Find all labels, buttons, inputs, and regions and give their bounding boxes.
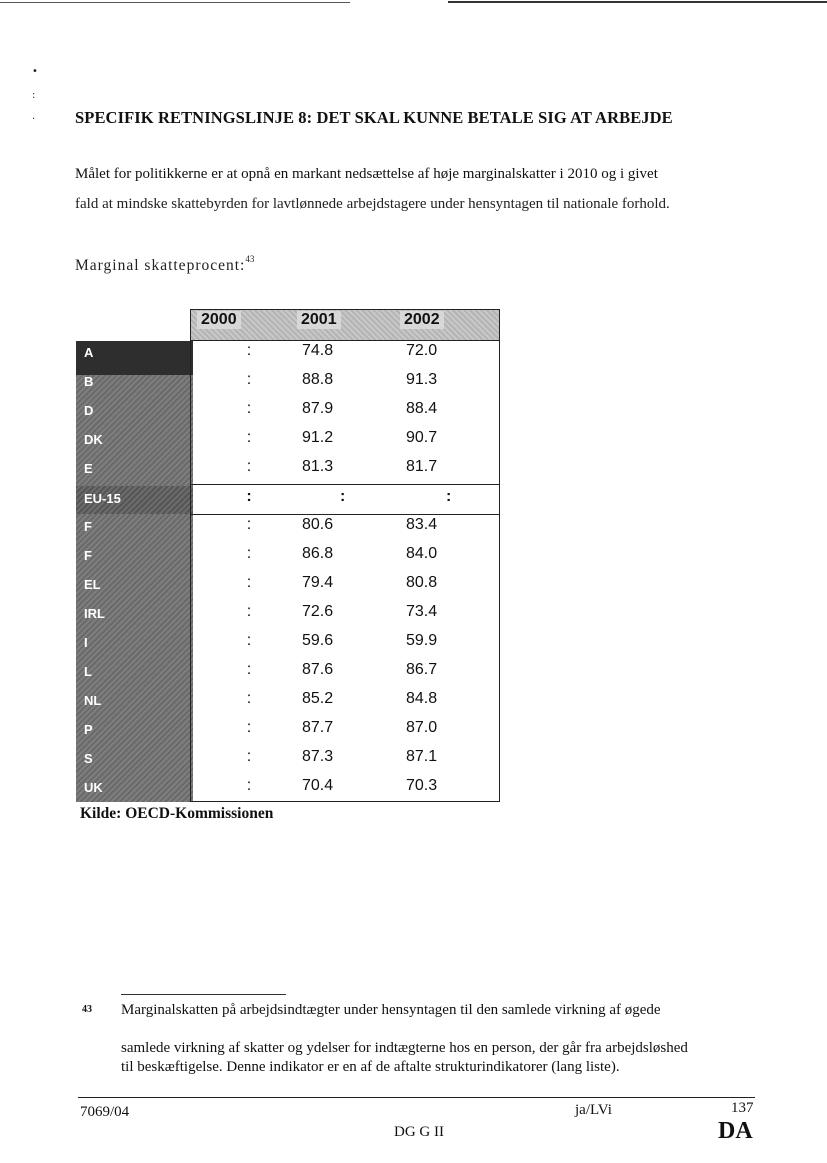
table-cell-2001: 79.4 [302,574,334,591]
table-cell-2002: 84.8 [406,690,438,707]
country-label: DK [84,432,103,447]
footer-divider [78,1097,755,1098]
table-cell-2002: 73.4 [406,603,438,620]
scan-artifact-marks: • : · [32,66,38,125]
footnote-divider [121,994,286,995]
table-cell-2000: : [246,690,252,707]
country-label: D [84,403,94,418]
table-cell-2002: 72.0 [406,342,438,359]
table-cell-2000: : [246,488,252,505]
footnote-text: til beskæftigelse. Denne indikator er en af de aftalte strukturindikatorer (lang liste). [121,1059,620,1075]
table-cell-2001: 70.4 [302,777,334,794]
footnote-reference: 43 [245,254,255,264]
table-cell-2000: : [246,574,252,591]
table-cell-2001: 85.2 [302,690,334,707]
table-cell-2000: : [246,429,252,446]
table-cell-2001: 81.3 [302,458,334,475]
tax-rate-table [190,309,500,802]
country-label: EL [84,577,101,592]
table-source: Kilde: OECD-Kommissionen [80,805,274,822]
table-cell-2002: : [446,488,452,505]
table-caption-text: Marginal skatteprocent: [75,257,246,274]
year-header: 2001 [297,311,341,329]
country-label: L [84,664,92,679]
table-cell-2001: 86.8 [302,545,334,562]
country-label-column [76,341,193,802]
table-cell-2002: 83.4 [406,516,438,533]
directorate: DG G II [394,1124,444,1140]
country-label: NL [84,693,102,708]
table-cell-2000: : [246,371,252,388]
table-cell-2001: 59.6 [302,632,334,649]
table-cell-2002: 87.0 [406,719,438,736]
table-cell-2001: : [340,488,346,505]
table-cell-2000: : [246,342,252,359]
scan-artifact-line [448,1,827,3]
table-cell-2001: 72.6 [302,603,334,620]
table-cell-2002: 91.3 [406,371,438,388]
country-label: E [84,461,93,476]
table-caption [75,254,254,275]
country-label: I [84,635,88,650]
table-cell-2001: 87.6 [302,661,334,678]
table-cell-2000: : [246,748,252,765]
footnote-number: 43 [82,1004,92,1015]
country-label: EU-15 [84,491,121,506]
table-cell-2002: 86.7 [406,661,438,678]
table-cell-2000: : [246,400,252,417]
table-cell-2001: 91.2 [302,429,334,446]
table-cell-2000: : [246,632,252,649]
country-label: IRL [84,606,105,621]
intro-paragraph-line: Målet for politikkerne er at opnå en markant nedsættelse af høje marginalskatter i 2010 og i givet [75,166,658,182]
table-cell-2000: : [246,603,252,620]
scan-artifact-line [0,2,350,3]
footnote-text: samlede virkning af skatter og ydelser for indtægterne hos en person, der går fra arbejdsløshed [121,1040,688,1056]
table-cell-2001: 80.6 [302,516,334,533]
author-reference: ja/LVi [575,1102,612,1118]
table-cell-2000: : [246,777,252,794]
table-cell-2000: : [246,545,252,562]
year-header: 2000 [197,311,241,329]
table-cell-2002: 81.7 [406,458,438,475]
table-cell-2002: 59.9 [406,632,438,649]
table-cell-2002: 90.7 [406,429,438,446]
intro-paragraph-line: fald at mindske skattebyrden for lavtlønnede arbejdstagere under hensyntagen til nationale forhold. [75,196,670,212]
table-cell-2002: 87.1 [406,748,438,765]
country-label: B [84,374,94,389]
table-cell-2000: : [246,516,252,533]
country-label: S [84,751,93,766]
footnote-text: Marginalskatten på arbejdsindtægter under hensyntagen til den samlede virkning af øgede [121,1002,661,1018]
language-code: DA [718,1118,753,1144]
country-label: F [84,548,92,563]
table-cell-2001: 88.8 [302,371,334,388]
table-cell-2000: : [246,719,252,736]
table-cell-2002: 84.0 [406,545,438,562]
table-cell-2001: 87.7 [302,719,334,736]
year-header: 2002 [400,311,444,329]
country-label: P [84,722,93,737]
table-cell-2002: 70.3 [406,777,438,794]
country-label: UK [84,780,103,795]
table-cell-2002: 80.8 [406,574,438,591]
document-number: 7069/04 [80,1104,130,1120]
table-cell-2001: 87.9 [302,400,334,417]
table-cell-2000: : [246,661,252,678]
section-heading: SPECIFIK RETNINGSLINJE 8: DET SKAL KUNNE BETALE SIG AT ARBEJDE [75,108,673,127]
page-number: 137 [731,1100,754,1116]
country-label: A [84,345,94,360]
country-label-column-shade [76,341,193,375]
table-cell-2001: 87.3 [302,748,334,765]
table-cell-2002: 88.4 [406,400,438,417]
country-label: F [84,519,92,534]
table-cell-2001: 74.8 [302,342,334,359]
table-cell-2000: : [246,458,252,475]
